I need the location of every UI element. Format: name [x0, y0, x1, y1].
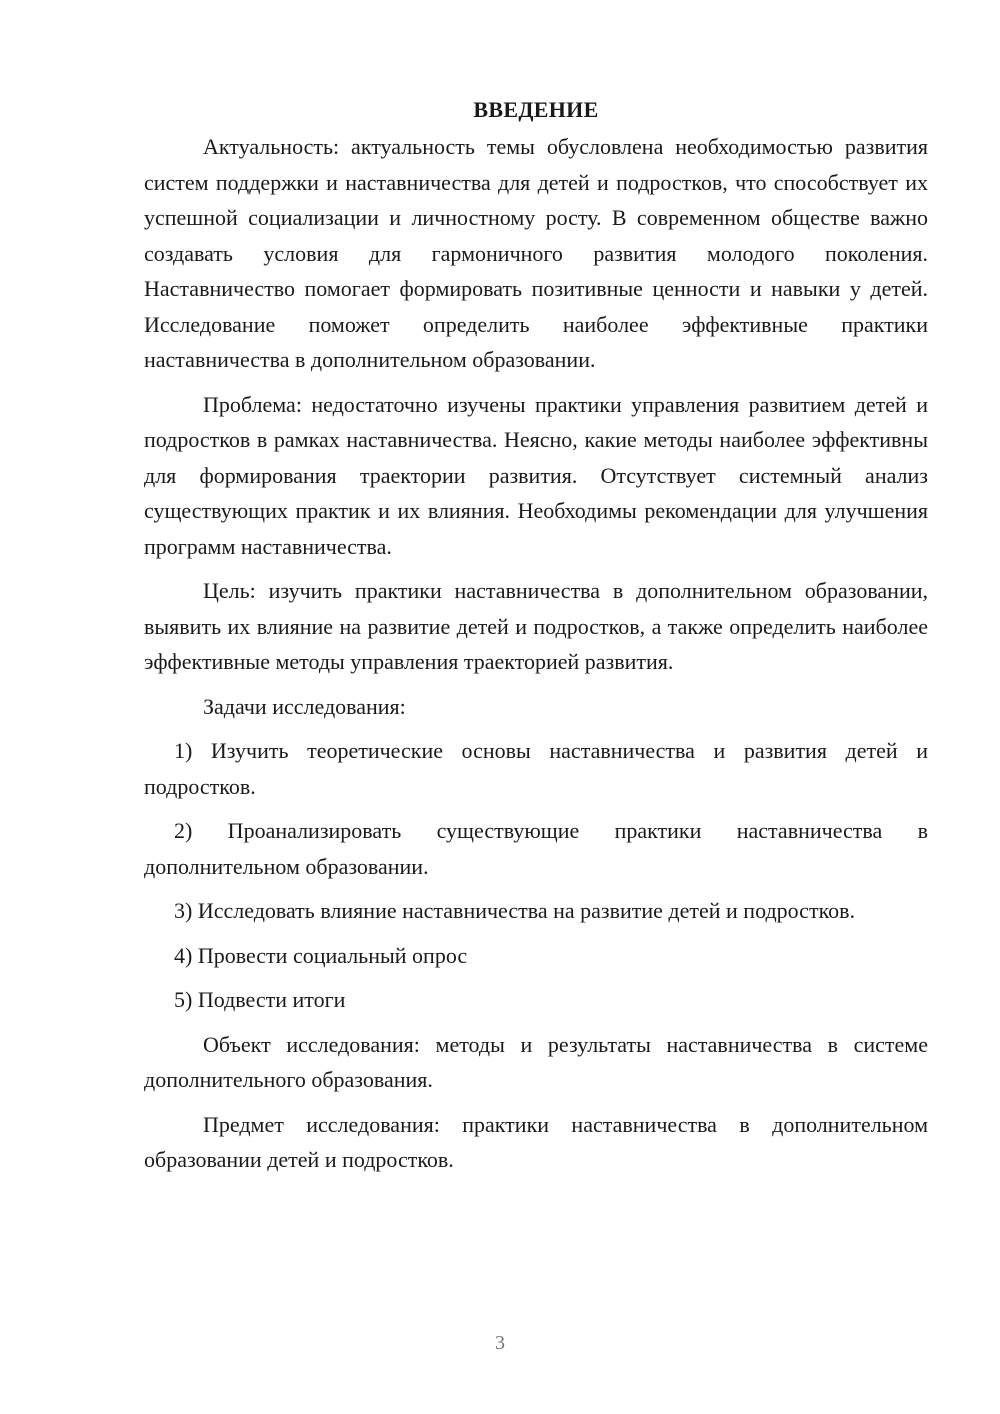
paragraph-relevance: Актуальность: актуальность темы обусловлена необходимостью развития систем поддержки и наставничества для детей и подростков, что способствует их успешной социализации и личностному росту. В современном обществе важно создавать условия для гармоничного развития молодого поколения. Наставничество помогает формировать позитивные ценности и навыки у детей. Исследование поможет определить наиболее эффективные практики наставничества в дополнительном образовании. — [144, 134, 928, 372]
document-page — [144, 92, 928, 1187]
paragraph-subject: Предмет исследования: практики наставничества в дополнительном образовании детей и подростков. — [144, 1111, 928, 1172]
section-title: ВВЕДЕНИЕ — [473, 97, 599, 122]
paragraph-object: Объект исследования: методы и результаты наставничества в системе дополнительного образования. — [144, 1031, 928, 1092]
task-item-4: 4) Провести социальный опрос — [174, 942, 468, 968]
task-item-1: 1) Изучить теоретические основы наставничества и развития детей и подростков. — [144, 738, 928, 799]
task-item-5: 5) Подвести итоги — [174, 987, 346, 1012]
paragraph-tasks-heading: Задачи исследования: — [203, 693, 406, 719]
paragraph-goal: Цель: изучить практики наставничества в дополнительном образовании, выявить их влияние на развитие детей и подростков, а также определить наиболее эффективные методы управления траекторией развития. — [144, 578, 928, 674]
task-item-3: 3) Исследовать влияние наставничества на развитие детей и подростков. — [174, 898, 856, 923]
page-number: 3 — [495, 1332, 505, 1354]
task-item-2: 2) Проанализировать существующие практики наставничества в дополнительном образовании. — [144, 818, 928, 879]
paragraph-problem: Проблема: недостаточно изучены практики управления развитием детей и подростков в рамках наставничества. Неясно, какие методы наиболее эффективны для формирования траектории развития. Отсутствует системный анализ существующих практик и их влияния. Необходимы рекомендации для улучшения программ наставничества. — [144, 391, 928, 559]
